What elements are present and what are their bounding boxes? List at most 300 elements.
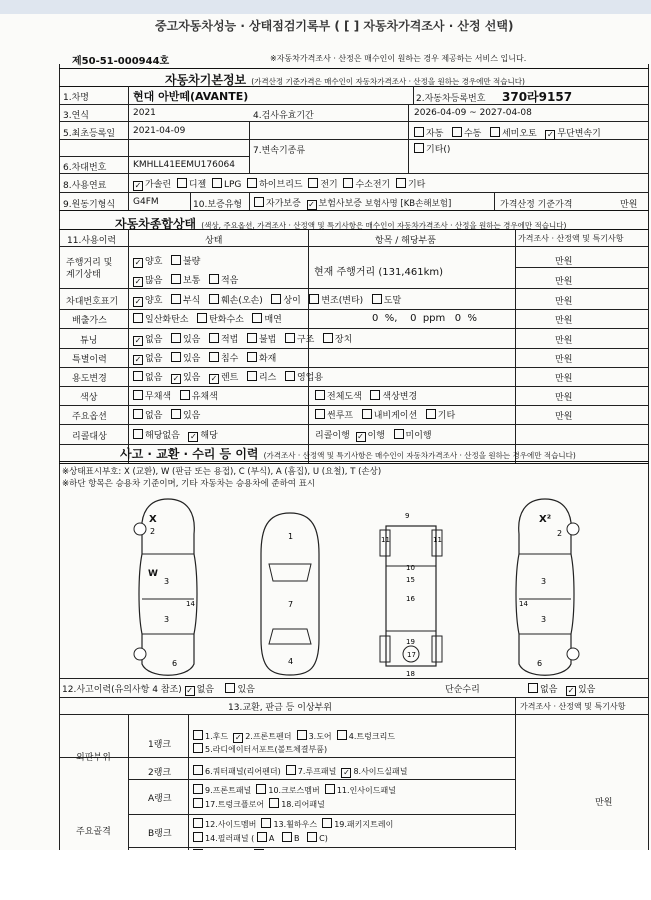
fuel-options bbox=[133, 177, 425, 191]
rule bbox=[128, 779, 515, 780]
checkbox-special-yes[interactable] bbox=[171, 352, 181, 362]
option-opts-right bbox=[315, 408, 455, 421]
rule bbox=[515, 697, 516, 860]
opt-label: 양호 bbox=[145, 296, 163, 306]
mileage-label-1: 주행거리 및 bbox=[66, 258, 113, 268]
checkbox-tuning-device[interactable] bbox=[323, 333, 333, 343]
checkbox-hydrogen[interactable] bbox=[343, 178, 353, 188]
opt-label: 무채색 bbox=[145, 392, 172, 402]
part-2: 2 bbox=[150, 527, 156, 536]
checkbox-accident-yes[interactable] bbox=[225, 683, 235, 693]
rule bbox=[59, 246, 649, 247]
opt-label: 수소전기 bbox=[355, 180, 391, 190]
car-top-view-diagram bbox=[255, 509, 325, 679]
part-4: 4 bbox=[288, 657, 294, 666]
checkbox-mileage-low[interactable] bbox=[209, 274, 219, 284]
checkbox-semiauto[interactable] bbox=[490, 127, 500, 137]
price-unit: 만원 bbox=[555, 374, 573, 384]
inspection-form bbox=[0, 14, 651, 850]
opt-label: 매연 bbox=[264, 315, 282, 325]
trans-options-row1 bbox=[414, 126, 601, 140]
opt-label: 7.루프패널 bbox=[297, 767, 337, 776]
opt-label: 해당없음 bbox=[145, 431, 180, 441]
opt-label: 상이 bbox=[283, 296, 301, 306]
checkbox-side-sill[interactable]: ✓ bbox=[343, 768, 350, 777]
checkbox-vin-mismatch[interactable] bbox=[271, 294, 281, 304]
main-frame-label: 주요골격 bbox=[76, 827, 111, 837]
part-17: 17 bbox=[407, 651, 416, 659]
checkbox-pillar-a[interactable] bbox=[257, 832, 267, 842]
rule bbox=[413, 86, 414, 104]
vin-mark-opts bbox=[133, 293, 401, 307]
outer-panel-label: 외판부위 bbox=[76, 753, 111, 763]
page-bottom-margin bbox=[0, 850, 651, 900]
rule bbox=[59, 156, 249, 157]
accident-title: 사고 · 교환 · 수리 등 이력 bbox=[120, 447, 259, 461]
checkbox-hybrid[interactable] bbox=[247, 178, 257, 188]
rule bbox=[308, 246, 309, 463]
checkbox-front-panel[interactable] bbox=[193, 784, 203, 794]
opt-label: 무단변속기 bbox=[557, 129, 601, 139]
part-11: 11 bbox=[381, 536, 390, 544]
fuel-label: 8.사용연료 bbox=[63, 181, 107, 191]
color-opts-right bbox=[315, 389, 417, 402]
checkbox-lpg[interactable] bbox=[212, 178, 222, 188]
rank-1-line-2 bbox=[193, 743, 327, 755]
trans-options-row2 bbox=[414, 142, 450, 155]
checkbox-flood[interactable] bbox=[209, 352, 219, 362]
warranty-label: 10.보증유형 bbox=[193, 200, 243, 210]
emission-values: 0 %, 0 ppm 0 % bbox=[372, 313, 478, 324]
opt-label: 자동 bbox=[426, 129, 444, 139]
scan-top-strip bbox=[0, 0, 651, 15]
reg-no-label: 2.자동차등록번호 bbox=[416, 94, 486, 104]
checkbox-fire[interactable] bbox=[247, 352, 257, 362]
opt-label: 내비게이션 bbox=[373, 411, 418, 421]
emission-label: 배출가스 bbox=[72, 316, 107, 326]
rule bbox=[249, 192, 250, 210]
price-unit: 만원 bbox=[555, 297, 573, 307]
opt-label: 3.도어 bbox=[308, 732, 332, 741]
checkbox-radiator-support[interactable] bbox=[193, 743, 203, 753]
inspect-period: 2026-04-09 ~ 2027-04-08 bbox=[414, 108, 532, 118]
checkbox-trunk-lid[interactable] bbox=[337, 730, 347, 740]
checkbox-diesel[interactable] bbox=[177, 178, 187, 188]
opt-label: 기타() bbox=[426, 145, 451, 155]
rule bbox=[128, 229, 129, 463]
rule bbox=[188, 714, 189, 860]
opt-label: 14.필러패널 ( bbox=[205, 834, 255, 843]
checkbox-vin-altered[interactable] bbox=[309, 294, 319, 304]
mark-exchange-right: X² bbox=[539, 514, 552, 525]
opt-label: LPG bbox=[223, 180, 242, 190]
part-19: 19 bbox=[406, 638, 415, 646]
rank-a-line-2 bbox=[193, 798, 325, 810]
checkbox-option-yes[interactable] bbox=[171, 409, 181, 419]
price-unit: 만원 bbox=[555, 277, 573, 287]
part-1: 1 bbox=[288, 532, 294, 541]
opt-label: 유채색 bbox=[191, 392, 218, 402]
opt-label: A bbox=[268, 834, 275, 843]
usechg-opts bbox=[133, 370, 323, 384]
opt-label: 9.프론트패널 bbox=[205, 786, 252, 795]
rule bbox=[59, 461, 649, 462]
opt-label: 기타 bbox=[437, 411, 456, 421]
rule bbox=[59, 463, 649, 464]
checkbox-recall-none[interactable] bbox=[133, 429, 143, 439]
checkbox-electric[interactable] bbox=[308, 178, 318, 188]
checkbox-accident-none[interactable]: ✓ bbox=[186, 686, 193, 695]
rule bbox=[59, 86, 649, 87]
opt-label: 없음 bbox=[145, 411, 163, 421]
simple-repair-label: 단순수리 bbox=[445, 685, 480, 695]
checkbox-usechg-yes[interactable]: ✓ bbox=[172, 374, 180, 383]
checkbox-fuel-other[interactable] bbox=[396, 178, 406, 188]
rank-1-label: 1랭크 bbox=[148, 740, 172, 750]
opt-label: 없음 bbox=[145, 335, 163, 345]
rule bbox=[128, 814, 515, 815]
car-name-label: 1.차명 bbox=[63, 93, 89, 103]
checkbox-vin-painted[interactable] bbox=[372, 294, 382, 304]
checkbox-chromatic[interactable] bbox=[180, 390, 190, 400]
checkbox-inside-panel[interactable] bbox=[325, 784, 335, 794]
car-left-side-diagram bbox=[128, 494, 208, 684]
opt-label: 1.후드 bbox=[205, 732, 229, 741]
checkbox-option-none[interactable] bbox=[133, 409, 143, 419]
part-7: 7 bbox=[288, 600, 294, 609]
checkbox-rent[interactable]: ✓ bbox=[210, 374, 218, 383]
legend-line-2: ※하단 항목은 승용차 기준이며, 기타 자동차는 승용차에 준하여 표시 bbox=[62, 479, 316, 489]
checkbox-front-fender[interactable]: ✓ bbox=[234, 733, 242, 742]
opt-label: 11.인사이드패널 bbox=[336, 786, 396, 795]
checkbox-simple-yes[interactable]: ✓ bbox=[567, 686, 575, 695]
vin-label: 6.차대번호 bbox=[63, 163, 107, 173]
rank-2-label: 2랭크 bbox=[148, 768, 172, 778]
opt-label: 10.크로스멤버 bbox=[268, 786, 320, 795]
legend-line-1: ※상태표시부호: X (교환), W (판금 또는 용접), C (부식), A (흠집), U (요철), T (손상) bbox=[62, 467, 382, 477]
accident-section-header bbox=[120, 443, 576, 462]
checkbox-gauge-bad[interactable] bbox=[171, 255, 181, 265]
price-unit: 만원 bbox=[620, 200, 638, 210]
year-label: 3.연식 bbox=[63, 111, 89, 121]
checkbox-package-tray[interactable] bbox=[322, 818, 332, 828]
opt-label: 불량 bbox=[182, 257, 201, 267]
rule bbox=[59, 328, 649, 329]
checkbox-cross-member[interactable] bbox=[256, 784, 266, 794]
checkbox-lease[interactable] bbox=[247, 371, 257, 381]
opt-label: 해당 bbox=[200, 431, 218, 441]
checkbox-commercial[interactable] bbox=[285, 371, 295, 381]
first-reg-label: 5.최초등록일 bbox=[63, 129, 116, 139]
checkbox-pillar-c[interactable] bbox=[307, 832, 317, 842]
price-unit: 만원 bbox=[555, 257, 573, 267]
opt-label: 썬루프 bbox=[327, 411, 354, 421]
opt-label: 2.프론트펜더 bbox=[245, 732, 292, 741]
opt-label: 화재 bbox=[258, 354, 277, 364]
checkbox-rear-panel[interactable] bbox=[269, 798, 279, 808]
rule bbox=[59, 424, 649, 425]
recall-do bbox=[315, 428, 432, 442]
checkbox-wheel-house[interactable] bbox=[261, 818, 271, 828]
checkbox-smoke[interactable] bbox=[252, 313, 262, 323]
accident-history-row bbox=[62, 682, 255, 696]
part-11: 11 bbox=[433, 536, 442, 544]
simple-repair-opts bbox=[528, 682, 595, 696]
checkbox-vin-rust[interactable] bbox=[171, 294, 181, 304]
mileage-text: 현재 주행거리 (131,461km) bbox=[314, 267, 444, 278]
opt-label: 적음 bbox=[220, 276, 239, 286]
rule bbox=[59, 348, 649, 349]
checkbox-gasoline[interactable]: ✓ bbox=[134, 181, 142, 190]
opt-label: B bbox=[293, 834, 300, 843]
checkbox-navigation[interactable] bbox=[362, 409, 372, 419]
checkbox-auto[interactable] bbox=[414, 127, 424, 137]
reg-no: 370라9157 bbox=[502, 90, 573, 104]
part-9: 9 bbox=[405, 512, 410, 520]
frame-left bbox=[59, 64, 60, 860]
rule bbox=[190, 192, 191, 210]
col-price: 가격조사 · 산정액 및 특기사항 bbox=[518, 234, 624, 243]
year: 2021 bbox=[133, 108, 156, 118]
checkbox-option-other[interactable] bbox=[426, 409, 436, 419]
mileage-gauge-opts bbox=[133, 254, 200, 268]
vin-mark-label: 차대번호표기 bbox=[66, 297, 119, 307]
rule bbox=[249, 121, 250, 173]
rule bbox=[128, 714, 129, 860]
vin: KMHLL41EEMU176064 bbox=[133, 160, 235, 170]
opt-label: 5.라디에이터서포트(볼트체결부품) bbox=[205, 745, 328, 754]
status-note: (색상, 주요옵션, 가격조사 · 산정액 및 특기사항은 매수인이 자동차가격조사 · 산정을 원하는 경우에만 적습니다) bbox=[201, 221, 567, 230]
doc-number: 제50-51-000944호 bbox=[72, 56, 170, 67]
checkbox-achromatic[interactable] bbox=[133, 390, 143, 400]
opt-label: 전기 bbox=[320, 180, 338, 190]
checkbox-full-paint[interactable] bbox=[315, 390, 325, 400]
checkbox-vin-good[interactable]: ✓ bbox=[134, 297, 142, 306]
part-3: 3 bbox=[541, 615, 547, 624]
exchange-price-col: 가격조사 · 산정액 및 특기사항 bbox=[520, 702, 626, 711]
opt-label: 13.휠하우스 bbox=[273, 820, 318, 829]
car-name: 현대 아반떼(AVANTE) bbox=[133, 90, 249, 103]
mileage-amount-opts bbox=[133, 273, 238, 287]
checkbox-tuning-none[interactable]: ✓ bbox=[134, 336, 142, 345]
checkbox-co[interactable] bbox=[133, 313, 143, 323]
opt-label: 가솔린 bbox=[145, 180, 172, 190]
opt-label: 없음 bbox=[145, 373, 163, 383]
warranty-options bbox=[254, 196, 451, 210]
checkbox-manual[interactable] bbox=[452, 127, 462, 137]
rule bbox=[59, 288, 649, 289]
opt-label: 색상변경 bbox=[382, 392, 418, 402]
rule bbox=[59, 121, 649, 122]
opt-label: 없음 bbox=[145, 354, 163, 364]
checkbox-self-warranty[interactable] bbox=[254, 197, 264, 207]
checkbox-special-none[interactable]: ✓ bbox=[134, 355, 142, 364]
mark-weld: W bbox=[148, 569, 158, 579]
checkbox-color-change[interactable] bbox=[370, 390, 380, 400]
opt-label: 불법 bbox=[258, 335, 277, 345]
checkbox-hood[interactable] bbox=[193, 730, 203, 740]
checkbox-side-member[interactable] bbox=[193, 818, 203, 828]
checkbox-vin-damage[interactable] bbox=[209, 294, 219, 304]
part-18: 18 bbox=[406, 670, 415, 678]
rule bbox=[59, 405, 649, 406]
basic-note: (가격산정 기준가격은 매수인이 자동차가격조사 · 산정을 원하는 경우에만 적습니다) bbox=[251, 77, 525, 86]
col-use-history: 11.사용이력 bbox=[67, 236, 117, 246]
opt-label: 적법 bbox=[220, 335, 239, 345]
motor: G4FM bbox=[133, 197, 159, 207]
color-opts-left bbox=[133, 389, 218, 402]
opt-label: 이행 bbox=[367, 431, 385, 441]
opt-label: 구조 bbox=[296, 335, 315, 345]
rule bbox=[515, 229, 516, 463]
rule bbox=[59, 229, 649, 230]
part-6: 6 bbox=[172, 659, 178, 668]
option-label: 주요옵션 bbox=[72, 412, 107, 422]
rule bbox=[494, 192, 495, 210]
rule bbox=[59, 210, 649, 211]
checkbox-insurance-warranty[interactable]: ✓ bbox=[308, 200, 315, 209]
rank-a-label: A랭크 bbox=[148, 794, 172, 804]
opt-label: 4.트렁크리드 bbox=[348, 732, 396, 741]
part-3: 3 bbox=[164, 615, 170, 624]
opt-label: 보험사보증 bbox=[318, 199, 362, 209]
opt-label: 리스 bbox=[258, 373, 277, 383]
part-3: 3 bbox=[541, 577, 547, 586]
checkbox-mileage-high[interactable]: ✓ bbox=[134, 277, 142, 286]
checkbox-pillar-b[interactable] bbox=[282, 832, 292, 842]
checkbox-sunroof[interactable] bbox=[315, 409, 325, 419]
emission-opts bbox=[133, 312, 282, 325]
option-opts-left bbox=[133, 408, 200, 421]
status-title: 자동차종합상태 bbox=[115, 217, 197, 231]
rule bbox=[59, 192, 649, 193]
rule bbox=[515, 267, 649, 268]
special-label: 특별이력 bbox=[72, 355, 107, 365]
opt-label: 도말 bbox=[383, 296, 402, 306]
rank-2-line bbox=[193, 765, 407, 778]
rule bbox=[59, 714, 649, 715]
opt-label: 렌트 bbox=[220, 373, 239, 383]
part-6: 6 bbox=[537, 659, 543, 668]
part-3: 3 bbox=[164, 577, 170, 586]
first-reg: 2021-04-09 bbox=[133, 126, 186, 136]
opt-label: 자가보증 bbox=[266, 199, 301, 209]
checkbox-cvt[interactable]: ✓ bbox=[546, 130, 554, 139]
opt-label: C) bbox=[319, 834, 328, 843]
insurer-name: 보험사명 [KB손해보험] bbox=[364, 199, 452, 209]
accident-history-label: 12.사고이력(유의사항 4 참조) bbox=[62, 685, 182, 695]
checkbox-tuning-illegal[interactable] bbox=[247, 333, 257, 343]
opt-label: 있음 bbox=[182, 411, 201, 421]
opt-label: 12.사이드멤버 bbox=[205, 820, 257, 829]
opt-label: 부식 bbox=[182, 296, 201, 306]
checkbox-quarter-panel[interactable] bbox=[193, 765, 203, 775]
rule bbox=[59, 367, 649, 368]
checkbox-door[interactable] bbox=[297, 730, 307, 740]
checkbox-gauge-good[interactable]: ✓ bbox=[134, 258, 142, 267]
part-15: 15 bbox=[406, 576, 415, 584]
opt-label: 있음 bbox=[237, 685, 255, 695]
rule bbox=[59, 173, 649, 174]
part-2: 2 bbox=[557, 529, 563, 538]
part-10: 10 bbox=[406, 564, 415, 572]
part-14: 14 bbox=[186, 600, 195, 608]
opt-label: 영업용 bbox=[296, 373, 324, 383]
color-label: 색상 bbox=[80, 393, 98, 403]
price-unit: 만원 bbox=[555, 316, 573, 326]
opt-label: 수동 bbox=[463, 129, 482, 139]
checkbox-hc[interactable] bbox=[197, 313, 207, 323]
price-unit: 만원 bbox=[555, 336, 573, 346]
rule bbox=[59, 697, 649, 698]
opt-label: 훼손(오손) bbox=[220, 296, 263, 306]
opt-label: 17.트렁크플로어 bbox=[205, 800, 265, 809]
checkbox-pillar-panel[interactable] bbox=[193, 832, 203, 842]
opt-label: 19.패키지트레이 bbox=[334, 820, 394, 829]
checkbox-recall-yes[interactable]: ✓ bbox=[190, 432, 197, 441]
mileage-label-2: 계기상태 bbox=[66, 270, 101, 280]
rule bbox=[59, 309, 649, 310]
checkbox-trunk-floor[interactable] bbox=[193, 798, 203, 808]
opt-label: 전체도색 bbox=[327, 392, 362, 402]
form-title: 중고자동차성능 · 상태점검기록부 ( [ ] 자동차가격조사 · 산정 선택) bbox=[155, 19, 514, 33]
col-state: 상태 bbox=[205, 236, 223, 246]
rank-b-line-1 bbox=[193, 818, 393, 830]
mark-exchange: X bbox=[149, 514, 157, 525]
rule bbox=[59, 386, 649, 387]
checkbox-usechg-none[interactable] bbox=[133, 371, 143, 381]
opt-label: 기타 bbox=[407, 180, 426, 190]
rule bbox=[59, 678, 649, 679]
checkbox-other[interactable] bbox=[414, 143, 424, 153]
accident-note: (가격조사 · 산정액 및 특기사항은 매수인이 자동차가격조사 · 산정을 원하는 경우에만 적습니다) bbox=[263, 451, 576, 460]
price-unit: 만원 bbox=[555, 393, 573, 403]
rank-b-label: B랭크 bbox=[148, 829, 172, 839]
checkbox-mileage-mid[interactable] bbox=[171, 274, 181, 284]
checkbox-tuning-structure[interactable] bbox=[285, 333, 295, 343]
checkbox-roof-panel[interactable] bbox=[286, 765, 296, 775]
opt-label: 하이브리드 bbox=[259, 180, 303, 190]
trans-label: 7.변속기종류 bbox=[253, 146, 306, 156]
checkbox-tuning-yes[interactable] bbox=[171, 333, 181, 343]
exchange-label: 13.교환, 판금 등 이상부위 bbox=[228, 703, 333, 713]
opt-label: 있음 bbox=[182, 335, 201, 345]
opt-label: 없음 bbox=[540, 685, 558, 695]
car-frame-diagram bbox=[376, 506, 446, 682]
opt-label: 18.리어패널 bbox=[281, 800, 325, 809]
checkbox-simple-none[interactable] bbox=[528, 683, 538, 693]
rule bbox=[408, 104, 409, 173]
checkbox-recall-notdone[interactable] bbox=[394, 429, 404, 439]
rule bbox=[308, 229, 309, 246]
basic-title: 자동차기본정보 bbox=[165, 73, 247, 87]
checkbox-tuning-legal[interactable] bbox=[209, 333, 219, 343]
price-unit: 만원 bbox=[555, 412, 573, 422]
recall-do-label: 리콜이행 bbox=[315, 431, 350, 441]
opt-label: 변조(변타) bbox=[321, 296, 364, 306]
opt-label: 장치 bbox=[334, 335, 353, 345]
opt-label: 양호 bbox=[145, 257, 163, 267]
opt-label: 있음 bbox=[182, 373, 201, 383]
usechg-label: 용도변경 bbox=[72, 374, 107, 384]
recall-opts bbox=[133, 428, 218, 442]
opt-label: 세미오토 bbox=[501, 129, 537, 139]
opt-label: 일산화탄소 bbox=[145, 315, 189, 325]
rule bbox=[128, 847, 515, 848]
part-16: 16 bbox=[406, 595, 415, 603]
checkbox-recall-done[interactable]: ✓ bbox=[357, 432, 364, 441]
rule bbox=[128, 86, 129, 210]
